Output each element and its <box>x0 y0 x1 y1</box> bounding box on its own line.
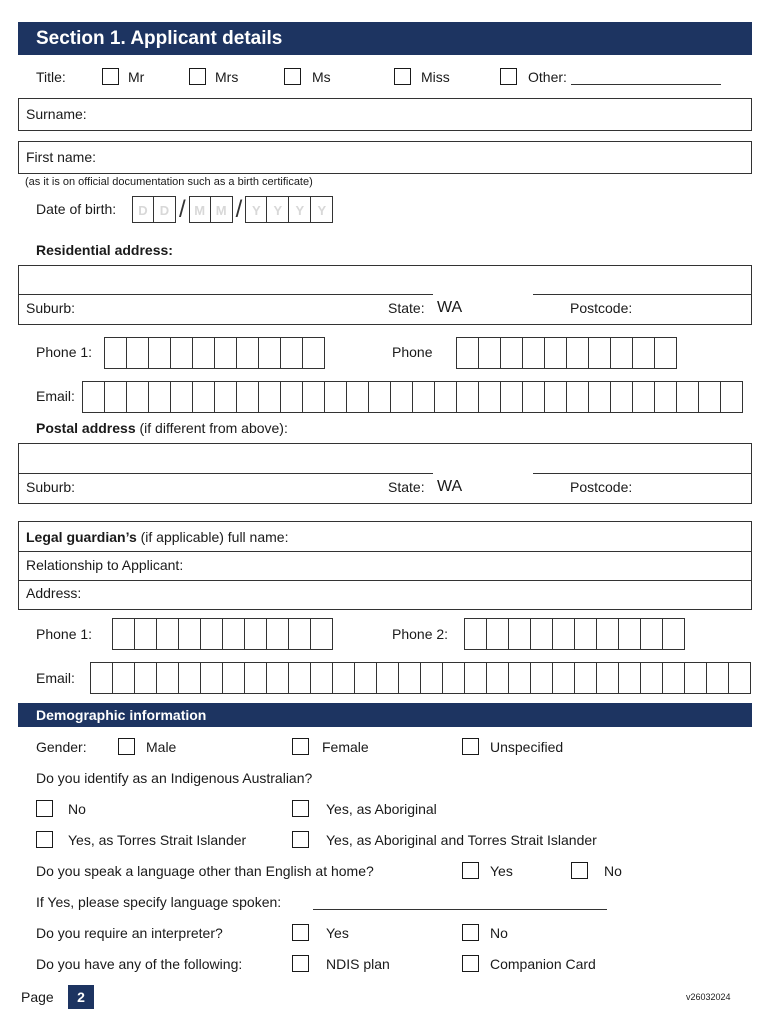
email-char-box[interactable] <box>303 381 325 413</box>
guardian-email-char-box[interactable] <box>333 662 355 694</box>
guardian-phone-1-digit-box[interactable] <box>157 618 179 650</box>
email-field[interactable] <box>82 381 743 413</box>
email-char-box[interactable] <box>149 381 171 413</box>
residential-address-field[interactable] <box>18 265 752 325</box>
email-char-box[interactable] <box>567 381 589 413</box>
guardian-email-char-box[interactable] <box>135 662 157 694</box>
gender-male-checkbox[interactable] <box>118 738 135 755</box>
email-label: Email: <box>36 388 75 404</box>
title-ms-checkbox[interactable] <box>284 68 301 85</box>
postal-address-heading-rest: (if different from above): <box>135 420 288 436</box>
state-label: State: <box>388 300 425 316</box>
language-yes-checkbox[interactable] <box>462 862 479 879</box>
interpreter-no-checkbox[interactable] <box>462 924 479 941</box>
guardian-email-char-box[interactable] <box>443 662 465 694</box>
title-miss-checkbox[interactable] <box>394 68 411 85</box>
phone-2-digit-box[interactable] <box>611 337 633 369</box>
guardian-divider-2 <box>18 580 752 581</box>
guardian-name-label <box>26 529 288 545</box>
email-char-box[interactable] <box>677 381 699 413</box>
interpreter-question: Do you require an interpreter? <box>36 925 223 941</box>
guardian-phone-2-label: Phone 2: <box>392 626 449 642</box>
guardian-phone-1-digit-box[interactable] <box>311 618 333 650</box>
guardian-phone-1-digit-box[interactable] <box>179 618 201 650</box>
title-mr-label: Mr <box>128 69 145 85</box>
guardian-email-char-box[interactable] <box>575 662 597 694</box>
postal-address-heading-bold: Postal address <box>36 420 136 436</box>
guardian-email-char-box[interactable] <box>399 662 421 694</box>
email-char-box[interactable] <box>391 381 413 413</box>
companion-card-label: Companion Card <box>490 956 596 972</box>
guardian-phone-1-label: Phone 1: <box>36 626 93 642</box>
ndis-plan-checkbox[interactable] <box>292 955 309 972</box>
email-char-box[interactable] <box>83 381 105 413</box>
phone-1-label: Phone 1: <box>36 344 93 360</box>
dob-field[interactable] <box>132 196 333 223</box>
phone-1-digit-box[interactable] <box>127 337 149 369</box>
phone-2-digit-box[interactable] <box>501 337 523 369</box>
title-label: Title: <box>36 69 66 85</box>
email-char-box[interactable] <box>611 381 633 413</box>
indigenous-question: Do you identify as an Indigenous Australian? <box>36 770 313 786</box>
email-char-box[interactable] <box>501 381 523 413</box>
phone-2-field[interactable] <box>456 337 677 369</box>
gender-male-label: Male <box>146 739 177 755</box>
page-label: Page <box>21 989 54 1005</box>
postal-address-heading <box>36 420 288 436</box>
guardian-email-char-box[interactable] <box>245 662 267 694</box>
guardian-email-char-box[interactable] <box>421 662 443 694</box>
guardian-phone-1-digit-box[interactable] <box>289 618 311 650</box>
guardian-email-char-box[interactable] <box>179 662 201 694</box>
title-other-field[interactable] <box>571 84 721 85</box>
email-char-box[interactable] <box>105 381 127 413</box>
guardian-email-char-box[interactable] <box>487 662 509 694</box>
guardian-phone-1-digit-box[interactable] <box>201 618 223 650</box>
title-mrs-label: Mrs <box>215 69 239 85</box>
first-name-label: First name: <box>26 149 97 165</box>
guardian-name-label-rest: (if applicable) full name: <box>136 529 289 545</box>
indigenous-both-checkbox[interactable] <box>292 831 309 848</box>
ndis-plan-label: NDIS plan <box>326 956 390 972</box>
email-char-box[interactable] <box>259 381 281 413</box>
email-char-box[interactable] <box>721 381 743 413</box>
dob-separator: / <box>235 196 243 223</box>
guardian-email-char-box[interactable] <box>91 662 113 694</box>
guardian-email-char-box[interactable] <box>729 662 751 694</box>
postal-state-label: State: <box>388 479 425 495</box>
guardian-phone-2-digit-box[interactable] <box>663 618 685 650</box>
email-char-box[interactable] <box>127 381 149 413</box>
demographic-header: Demographic information <box>18 703 752 727</box>
phone-2-digit-box[interactable] <box>655 337 677 369</box>
email-char-box[interactable] <box>215 381 237 413</box>
guardian-email-char-box[interactable] <box>289 662 311 694</box>
guardian-email-char-box[interactable] <box>707 662 729 694</box>
email-char-box[interactable] <box>479 381 501 413</box>
guardian-phone-2-digit-box[interactable] <box>575 618 597 650</box>
email-char-box[interactable] <box>171 381 193 413</box>
state-value: WA <box>437 299 463 316</box>
phone-1-digit-box[interactable] <box>281 337 303 369</box>
dob-day-2[interactable]: D <box>154 196 176 223</box>
dob-month-2[interactable]: M <box>211 196 233 223</box>
phone-1-digit-box[interactable] <box>215 337 237 369</box>
dob-day-1[interactable]: D <box>132 196 154 223</box>
email-char-box[interactable] <box>435 381 457 413</box>
residential-address-heading: Residential address: <box>36 242 173 258</box>
dob-year-1[interactable]: Y <box>245 196 267 223</box>
phone-1-digit-box[interactable] <box>171 337 193 369</box>
phone-1-digit-box[interactable] <box>193 337 215 369</box>
guardian-phone-2-digit-box[interactable] <box>465 618 487 650</box>
guardian-email-label: Email: <box>36 670 75 686</box>
guardian-email-char-box[interactable] <box>157 662 179 694</box>
dob-separator: / <box>179 196 186 223</box>
indigenous-aboriginal-label: Yes, as Aboriginal <box>326 801 437 817</box>
email-char-box[interactable] <box>523 381 545 413</box>
guardian-phone-2-digit-box[interactable] <box>509 618 531 650</box>
guardian-email-char-box[interactable] <box>663 662 685 694</box>
guardian-email-char-box[interactable] <box>531 662 553 694</box>
residential-address-divider <box>18 294 752 295</box>
phone-2-digit-box[interactable] <box>545 337 567 369</box>
phone-2-label: Phone <box>392 344 433 360</box>
guardian-email-char-box[interactable] <box>509 662 531 694</box>
guardian-email-char-box[interactable] <box>553 662 575 694</box>
postal-address-divider <box>18 473 752 474</box>
language-question: Do you speak a language other than English at home? <box>36 863 374 879</box>
guardian-phone-1-digit-box[interactable] <box>223 618 245 650</box>
postal-state-value: WA <box>437 478 463 495</box>
email-char-box[interactable] <box>369 381 391 413</box>
phone-2-digit-box[interactable] <box>479 337 501 369</box>
guardian-phone-1-digit-box[interactable] <box>135 618 157 650</box>
guardian-email-char-box[interactable] <box>619 662 641 694</box>
guardian-email-char-box[interactable] <box>465 662 487 694</box>
postal-state-gap <box>433 472 533 476</box>
email-char-box[interactable] <box>589 381 611 413</box>
email-char-box[interactable] <box>237 381 259 413</box>
gender-unspecified-label: Unspecified <box>490 739 564 755</box>
dob-month-1[interactable]: M <box>189 196 211 223</box>
guardian-phone-1-digit-box[interactable] <box>113 618 135 650</box>
interpreter-yes-label: Yes <box>326 925 349 941</box>
first-name-note: (as it is on official documentation such as a birth certificate) <box>25 176 313 188</box>
email-char-box[interactable] <box>633 381 655 413</box>
interpreter-no-label: No <box>490 925 508 941</box>
guardian-phone-1-field[interactable] <box>112 618 333 650</box>
email-char-box[interactable] <box>699 381 721 413</box>
section-1-header: Section 1. Applicant details <box>18 22 752 55</box>
guardian-email-char-box[interactable] <box>641 662 663 694</box>
guardian-email-field[interactable] <box>90 662 751 694</box>
guardian-address-label: Address: <box>26 585 82 601</box>
postcode-label: Postcode: <box>570 300 633 316</box>
phone-1-digit-box[interactable] <box>105 337 127 369</box>
phone-2-digit-box[interactable] <box>589 337 611 369</box>
companion-card-checkbox[interactable] <box>462 955 479 972</box>
version-label: v26032024 <box>686 992 731 1002</box>
email-char-box[interactable] <box>457 381 479 413</box>
dob-year-4[interactable]: Y <box>311 196 333 223</box>
dob-year-3[interactable]: Y <box>289 196 311 223</box>
phone-1-digit-box[interactable] <box>149 337 171 369</box>
guardian-email-char-box[interactable] <box>223 662 245 694</box>
phone-2-digit-box[interactable] <box>523 337 545 369</box>
guardian-email-char-box[interactable] <box>597 662 619 694</box>
phone-2-digit-box[interactable] <box>633 337 655 369</box>
guardian-email-char-box[interactable] <box>377 662 399 694</box>
language-yes-label: Yes <box>490 863 513 879</box>
phone-2-digit-box[interactable] <box>567 337 589 369</box>
indigenous-aboriginal-checkbox[interactable] <box>292 800 309 817</box>
indigenous-both-label: Yes, as Aboriginal and Torres Strait Islander <box>326 832 597 848</box>
email-char-box[interactable] <box>281 381 303 413</box>
title-mrs-checkbox[interactable] <box>189 68 206 85</box>
email-char-box[interactable] <box>655 381 677 413</box>
gender-female-label: Female <box>322 739 369 755</box>
guardian-phone-2-digit-box[interactable] <box>553 618 575 650</box>
postal-suburb-label: Suburb: <box>26 479 76 495</box>
guardian-name-label-bold: Legal guardian’s <box>26 529 137 545</box>
surname-field[interactable] <box>18 98 752 131</box>
guardian-email-char-box[interactable] <box>113 662 135 694</box>
title-mr-checkbox[interactable] <box>102 68 119 85</box>
guardian-phone-2-digit-box[interactable] <box>487 618 509 650</box>
language-specify-label: If Yes, please specify language spoken: <box>36 894 282 910</box>
email-char-box[interactable] <box>347 381 369 413</box>
guardian-email-char-box[interactable] <box>685 662 707 694</box>
relationship-label: Relationship to Applicant: <box>26 557 184 573</box>
language-no-checkbox[interactable] <box>571 862 588 879</box>
phone-2-digit-box[interactable] <box>457 337 479 369</box>
email-char-box[interactable] <box>413 381 435 413</box>
language-no-label: No <box>604 863 622 879</box>
indigenous-no-checkbox[interactable] <box>36 800 53 817</box>
guardian-phone-2-digit-box[interactable] <box>641 618 663 650</box>
first-name-field[interactable] <box>18 141 752 174</box>
postal-postcode-label: Postcode: <box>570 479 633 495</box>
indigenous-tsi-label: Yes, as Torres Strait Islander <box>68 832 247 848</box>
phone-1-digit-box[interactable] <box>303 337 325 369</box>
guardian-email-char-box[interactable] <box>311 662 333 694</box>
dob-year-2[interactable]: Y <box>267 196 289 223</box>
email-char-box[interactable] <box>325 381 347 413</box>
guardian-email-char-box[interactable] <box>201 662 223 694</box>
title-ms-label: Ms <box>312 69 331 85</box>
gender-label: Gender: <box>36 739 87 755</box>
title-other-checkbox[interactable] <box>500 68 517 85</box>
indigenous-tsi-checkbox[interactable] <box>36 831 53 848</box>
email-char-box[interactable] <box>545 381 567 413</box>
following-question: Do you have any of the following: <box>36 956 243 972</box>
suburb-label: Suburb: <box>26 300 76 316</box>
guardian-divider-1 <box>18 551 752 552</box>
page-number: 2 <box>68 985 94 1009</box>
guardian-email-char-box[interactable] <box>355 662 377 694</box>
guardian-phone-2-digit-box[interactable] <box>531 618 553 650</box>
gender-female-checkbox[interactable] <box>292 738 309 755</box>
guardian-email-char-box[interactable] <box>267 662 289 694</box>
gender-unspecified-checkbox[interactable] <box>462 738 479 755</box>
interpreter-yes-checkbox[interactable] <box>292 924 309 941</box>
language-specify-field[interactable] <box>313 909 607 910</box>
guardian-phone-1-digit-box[interactable] <box>245 618 267 650</box>
title-other-label: Other: <box>528 69 567 85</box>
guardian-phone-1-digit-box[interactable] <box>267 618 289 650</box>
surname-label: Surname: <box>26 106 87 122</box>
dob-label: Date of birth: <box>36 201 117 217</box>
state-gap <box>433 293 533 297</box>
phone-1-digit-box[interactable] <box>259 337 281 369</box>
guardian-phone-2-digit-box[interactable] <box>619 618 641 650</box>
email-char-box[interactable] <box>193 381 215 413</box>
guardian-phone-2-digit-box[interactable] <box>597 618 619 650</box>
phone-1-digit-box[interactable] <box>237 337 259 369</box>
phone-1-field[interactable] <box>104 337 325 369</box>
title-miss-label: Miss <box>421 69 450 85</box>
guardian-phone-2-field[interactable] <box>464 618 685 650</box>
indigenous-no-label: No <box>68 801 86 817</box>
